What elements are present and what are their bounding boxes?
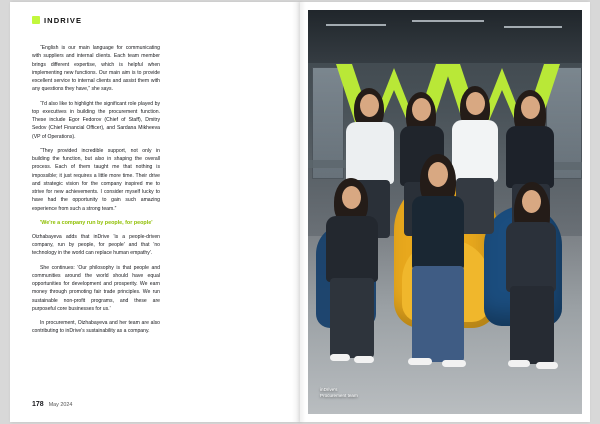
striped-top <box>412 196 464 270</box>
ceiling-light <box>326 24 386 26</box>
brand-mark-icon <box>32 16 40 24</box>
photo-caption <box>320 387 358 400</box>
issue-date: May 2024 <box>48 402 73 408</box>
page-number: 178 <box>32 401 44 408</box>
face <box>342 186 361 209</box>
shoe <box>408 358 432 365</box>
shirt <box>506 222 556 292</box>
article-paragraph: “They provided incredible support, not only in building the function, but also in shaping the overall process. Each of them taught me that nothing is impossible; it just requires a little more time. Their drive and strategic vision for the company inspired me to strive for new achievements. I consider myself lucky to have had the opportunity to gain such amazing experience from such a strong team.” <box>32 147 160 212</box>
left-page <box>10 2 300 422</box>
shoe <box>442 360 466 367</box>
face <box>522 190 541 213</box>
shoe <box>536 362 558 369</box>
brand-logo <box>32 16 82 25</box>
article-body <box>32 44 160 342</box>
folio <box>32 401 72 408</box>
shirt <box>452 120 498 182</box>
trousers <box>330 278 374 358</box>
brand-name: INDRIVE <box>44 16 83 25</box>
shoe <box>330 354 350 361</box>
face <box>466 92 485 115</box>
article-paragraph: Oizhabayeva adds that inDrive 'is a people-driven company, run by people, for people' and that 'no technology in the world can replace human empathy'. <box>32 233 160 257</box>
shoe <box>508 360 530 367</box>
team-photo <box>308 10 582 414</box>
face <box>428 162 448 187</box>
shoe <box>354 356 374 363</box>
caption-line-1: inDrive's <box>320 386 338 392</box>
article-paragraph: “English is our main language for communicating with suppliers and internal clients. Each team member brings different expertise, which is helpful when implementing new functions. Our main aim is to provide excellent service to internal clients and assist them with any questions they have,” she says. <box>32 45 160 93</box>
page-edge <box>300 2 306 422</box>
gutter-shadow <box>292 2 300 422</box>
office-ceiling <box>308 10 582 63</box>
article-paragraph: In procurement, Oizhabayeva and her team are also contributing to inDrive's sustainability as a company. <box>32 320 160 335</box>
article-paragraph: “I'd also like to highlight the significant role played by top executives in building the procurement function. These include Egor Fedorov (Chief of Staff), Dmitry Sedov (Chief Financial Officer), and Sardana Mikheeva (VP of Operations). <box>32 100 160 140</box>
face <box>360 94 379 117</box>
face <box>412 98 431 121</box>
caption-line-2: Procurement team <box>320 393 358 399</box>
trousers <box>510 286 554 364</box>
jeans <box>412 266 464 362</box>
right-page <box>300 2 590 422</box>
shirt <box>506 126 554 188</box>
face <box>521 96 540 119</box>
shirt <box>346 122 394 184</box>
article-paragraph: She continues: 'Our philosophy is that people and communities around the world should have equal opportunities for development and prosperity. We earn money through promoting fair trade principles. We run sustainable non-profit programs, and these are purposeful core businesses for us.' <box>32 264 160 312</box>
ceiling-light <box>412 20 484 22</box>
shirt <box>326 216 378 282</box>
ceiling-light <box>504 26 562 28</box>
pull-quote: 'We're a company run by people, for people' <box>40 219 153 226</box>
